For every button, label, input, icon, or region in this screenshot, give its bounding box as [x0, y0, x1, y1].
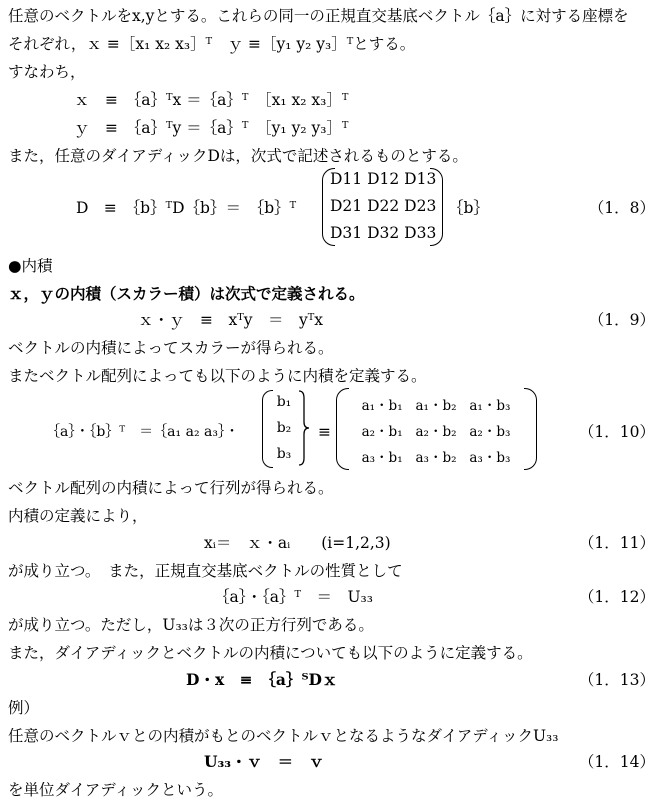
text-line-unit-dyadic: を単位ダイアディックという。	[8, 781, 223, 799]
equation-number-1-11: （1．11）	[578, 534, 655, 552]
equation-1-10-equiv: ≡	[318, 423, 331, 441]
matrix-ab-cell: a₂・b₃	[469, 424, 511, 440]
vector-b-item-1: b₁	[276, 394, 292, 410]
text-line-matrix-result: ベクトル配列の内積によって行列が得られる。	[8, 479, 334, 497]
equation-number-1-13: （1．13）	[578, 671, 655, 689]
equation-1-9: ｘ・ｙ ≡ xᵀy ＝ yᵀx	[138, 311, 324, 329]
matrix-right-bracket	[430, 168, 443, 246]
section-heading-inner-product: ●内積	[8, 257, 53, 275]
matrix-ab-row-3	[342, 446, 530, 466]
vector-b	[266, 390, 302, 466]
matrix-ab-cell: a₂・b₂	[415, 424, 457, 440]
matrix-ab-right-bracket	[524, 388, 537, 470]
text-line-dyadic-intro: また，任意のダイアディックDは，次式で記述されるものとする。	[8, 147, 468, 165]
matrix-ab-row-2	[342, 420, 530, 440]
matrix-ab	[342, 388, 530, 468]
text-line-holds-1: が成り立つ。 また，正規直交基底ベクトルの性質として	[8, 562, 403, 580]
matrix-ab-cell: a₃・b₃	[469, 450, 511, 466]
text-line-holds-2: が成り立つ。ただし，U₃₃は３次の正方行列である。	[8, 616, 374, 634]
equation-1-10-left: ｛a｝・｛b｝ᵀ ＝｛a₁ a₂ a₃｝・	[46, 424, 239, 440]
equation-number-1-14: （1．14）	[578, 753, 655, 771]
matrix-D-row-2: D21 D22 D23	[330, 197, 437, 215]
matrix-ab-row-1	[342, 394, 530, 414]
matrix-ab-cell: a₁・b₃	[469, 398, 511, 414]
equation-number-1-9: （1．9）	[588, 311, 655, 329]
equation-1-8-right: ｛b｝	[448, 199, 489, 217]
matrix-D	[330, 168, 437, 244]
vector-b-item-2: b₂	[276, 420, 292, 436]
text-line-dyadic-vector: また，ダイアディックとベクトルの内積についても以下のように定義する。	[8, 644, 533, 662]
text-line-example: 例）	[8, 699, 40, 717]
matrix-ab-cell: a₁・b₁	[361, 398, 403, 414]
equation-1-11: xᵢ＝ ｘ・aᵢ (i=1,2,3)	[204, 534, 391, 552]
matrix-ab-cell: a₃・b₂	[415, 450, 457, 466]
matrix-ab-cell: a₁・b₂	[415, 398, 457, 414]
matrix-D-row-3: D31 D32 D33	[330, 224, 437, 242]
text-line-2: それぞれ，ｘ ≡［x₁ x₂ x₃］ᵀ ｙ ≡［y₁ y₂ y₃］ᵀとする。	[8, 35, 416, 53]
equation-number-1-10: （1．10）	[578, 423, 655, 441]
matrix-ab-cell: a₂・b₁	[361, 424, 403, 440]
text-line-unit-dyadic-desc: 任意のベクトルｖとの内積がもとのベクトルｖとなるようなダイアディックU₃₃	[8, 727, 559, 745]
equation-1-8-left: D ≡ ｛b｝ᵀD｛b｝＝ ｛b｝ᵀ	[76, 199, 297, 217]
equation-1-12: ｛a｝・｛a｝ᵀ ＝ U₃₃	[214, 588, 373, 606]
matrix-ab-cell: a₃・b₁	[361, 450, 403, 466]
equation-1-13: D・x ≡ ｛a｝ᵀDｘ	[186, 670, 338, 689]
text-line-vector-array: またベクトル配列によっても以下のように内積を定義する。	[8, 367, 427, 385]
equation-1-14: U₃₃・ｖ ＝ ｖ	[204, 752, 325, 771]
equation-y-definition: ｙ ≡ ｛a｝ᵀy ＝｛a｝ᵀ ［y₁ y₂ y₃］ᵀ	[74, 119, 349, 137]
equation-x-definition: ｘ ≡ ｛a｝ᵀx ＝｛a｝ᵀ ［x₁ x₂ x₃］ᵀ	[74, 91, 349, 109]
text-line-scalar: ベクトルの内積によってスカラーが得られる。	[8, 339, 334, 357]
text-line-1: 任意のベクトルをx,yとする。これらの同一の正規直交基底ベクトル｛a｝に対する座標を	[8, 7, 629, 25]
text-line-by-definition: 内積の定義により，	[8, 507, 148, 525]
text-line-inner-product-def: ｘ，ｙの内積（スカラー積）は次式で定義される。	[8, 284, 365, 303]
equation-number-1-12: （1．12）	[578, 588, 655, 606]
equation-number-1-8: （1．8）	[588, 199, 655, 217]
text-line-3: すなわち，	[8, 63, 86, 81]
matrix-D-row-1: D11 D12 D13	[330, 170, 437, 188]
vector-b-item-3: b₃	[276, 446, 292, 462]
vector-b-right-brace	[298, 390, 310, 466]
